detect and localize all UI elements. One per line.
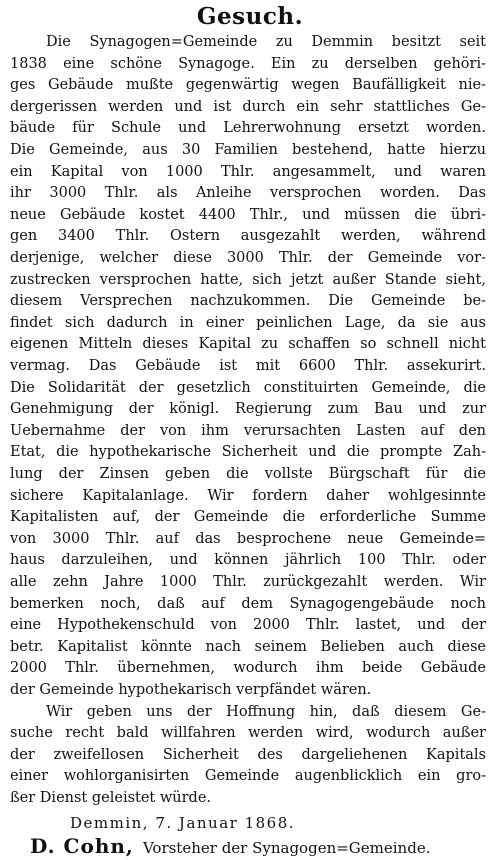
text-line: suche recht bald willfahren werden wird, wodurch außer: [10, 725, 486, 742]
text-line: bäude für Schule und Lehrerwohnung ersetzt worden.: [10, 120, 486, 137]
signatory-role: Vorsteher der Synagogen=Gemeinde.: [142, 838, 431, 857]
text-line: ein Kapital von 1000 Thlr. angesammelt, und waren: [10, 163, 486, 180]
text-line: ßer Dienst geleistet würde.: [10, 790, 212, 806]
text-line: zustrecken versprochen hatte, sich jetzt außer Stande sieht,: [10, 271, 486, 288]
text-line: Die Gemeinde, aus 30 Familien bestehend, hatte hierzu: [10, 142, 486, 158]
text-line: Uebernahme der von ihm verursachten Lasten auf den: [10, 422, 486, 439]
text-line: diesem Versprechen nachzukommen. Die Gemeinde be-: [10, 293, 486, 310]
text-line: eigenen Mitteln dieses Kapital zu schaffen so schnell nicht: [10, 336, 486, 353]
text-line: vermag. Das Gebäude ist mit 6600 Thlr. assekurirt.: [10, 358, 486, 374]
text-line: Etat, die hypothekarische Sicherheit und die prompte Zah-: [10, 444, 486, 461]
text-line: Kapitalisten auf, der Gemeinde die erforderliche Summe: [10, 509, 486, 526]
text-line: findet sich dadurch in einer peinlichen Lage, da sie aus: [10, 314, 486, 331]
text-line: Genehmigung der königl. Regierung zum Bau und zur: [10, 401, 486, 418]
text-line: Die Solidarität der gesetzlich constituirten Gemeinde, die: [10, 379, 486, 396]
text-line: betr. Kapitalist könnte nach seinem Belieben auch diese: [10, 638, 486, 655]
signature: [30, 834, 490, 858]
text-line: der zweifellosen Sicherheit des dargeliehenen Kapitals: [10, 746, 486, 763]
signatory-name: D. Cohn,: [30, 833, 134, 858]
text-line: einer wohlorganisirten Gemeinde augenblicklich ein gro-: [10, 768, 486, 785]
text-line: alle zehn Jahre 1000 Thlr. zurückgezahlt werden. Wir: [10, 574, 486, 590]
text-line: haus darzuleihen, und können jährlich 100 Thlr. oder: [10, 552, 486, 569]
notice-title: Gesuch.: [196, 3, 304, 30]
text-line: dergerissen werden und ist durch ein sehr stattliches Ge-: [10, 98, 486, 115]
text-line: eine Hypothekenschuld von 2000 Thlr. lastet, und der: [10, 617, 486, 634]
text-line: bemerken noch, daß auf dem Synagogengebäude noch: [10, 595, 486, 612]
text-line: gen 3400 Thlr. Ostern ausgezahlt werden, während: [10, 228, 486, 245]
text-line: Wir geben uns der Hoffnung hin, daß diesem Ge-: [46, 703, 486, 720]
text-line: von 3000 Thlr. auf das besprochene neue Gemeinde=: [10, 530, 486, 547]
text-line: der Gemeinde hypothekarisch verpfändet wären.: [10, 682, 372, 698]
text-line: 2000 Thlr. übernehmen, wodurch ihm beide Gebäude: [10, 660, 486, 677]
text-line: sichere Kapitalanlage. Wir fordern daher wohlgesinnte: [10, 487, 486, 504]
text-line: neue Gebäude kostet 4400 Thlr., und müssen die übri-: [10, 206, 486, 223]
text-line: Die Synagogen=Gemeinde zu Demmin besitzt seit: [46, 34, 486, 50]
text-line: ges Gebäude mußte gegenwärtig wegen Baufälligkeit nie-: [10, 77, 486, 94]
text-line: lung der Zinsen geben die vollste Bürgschaft für die: [10, 466, 486, 482]
text-line: ihr 3000 Thlr. als Anleihe versprochen worden. Das: [10, 185, 486, 202]
text-line: derjenige, welcher diese 3000 Thlr. der Gemeinde vor-: [10, 250, 486, 266]
text-line: 1838 eine schöne Synagoge. Ein zu derselben gehöri-: [10, 55, 486, 72]
dateline: Demmin, 7. Januar 1868.: [70, 813, 296, 832]
